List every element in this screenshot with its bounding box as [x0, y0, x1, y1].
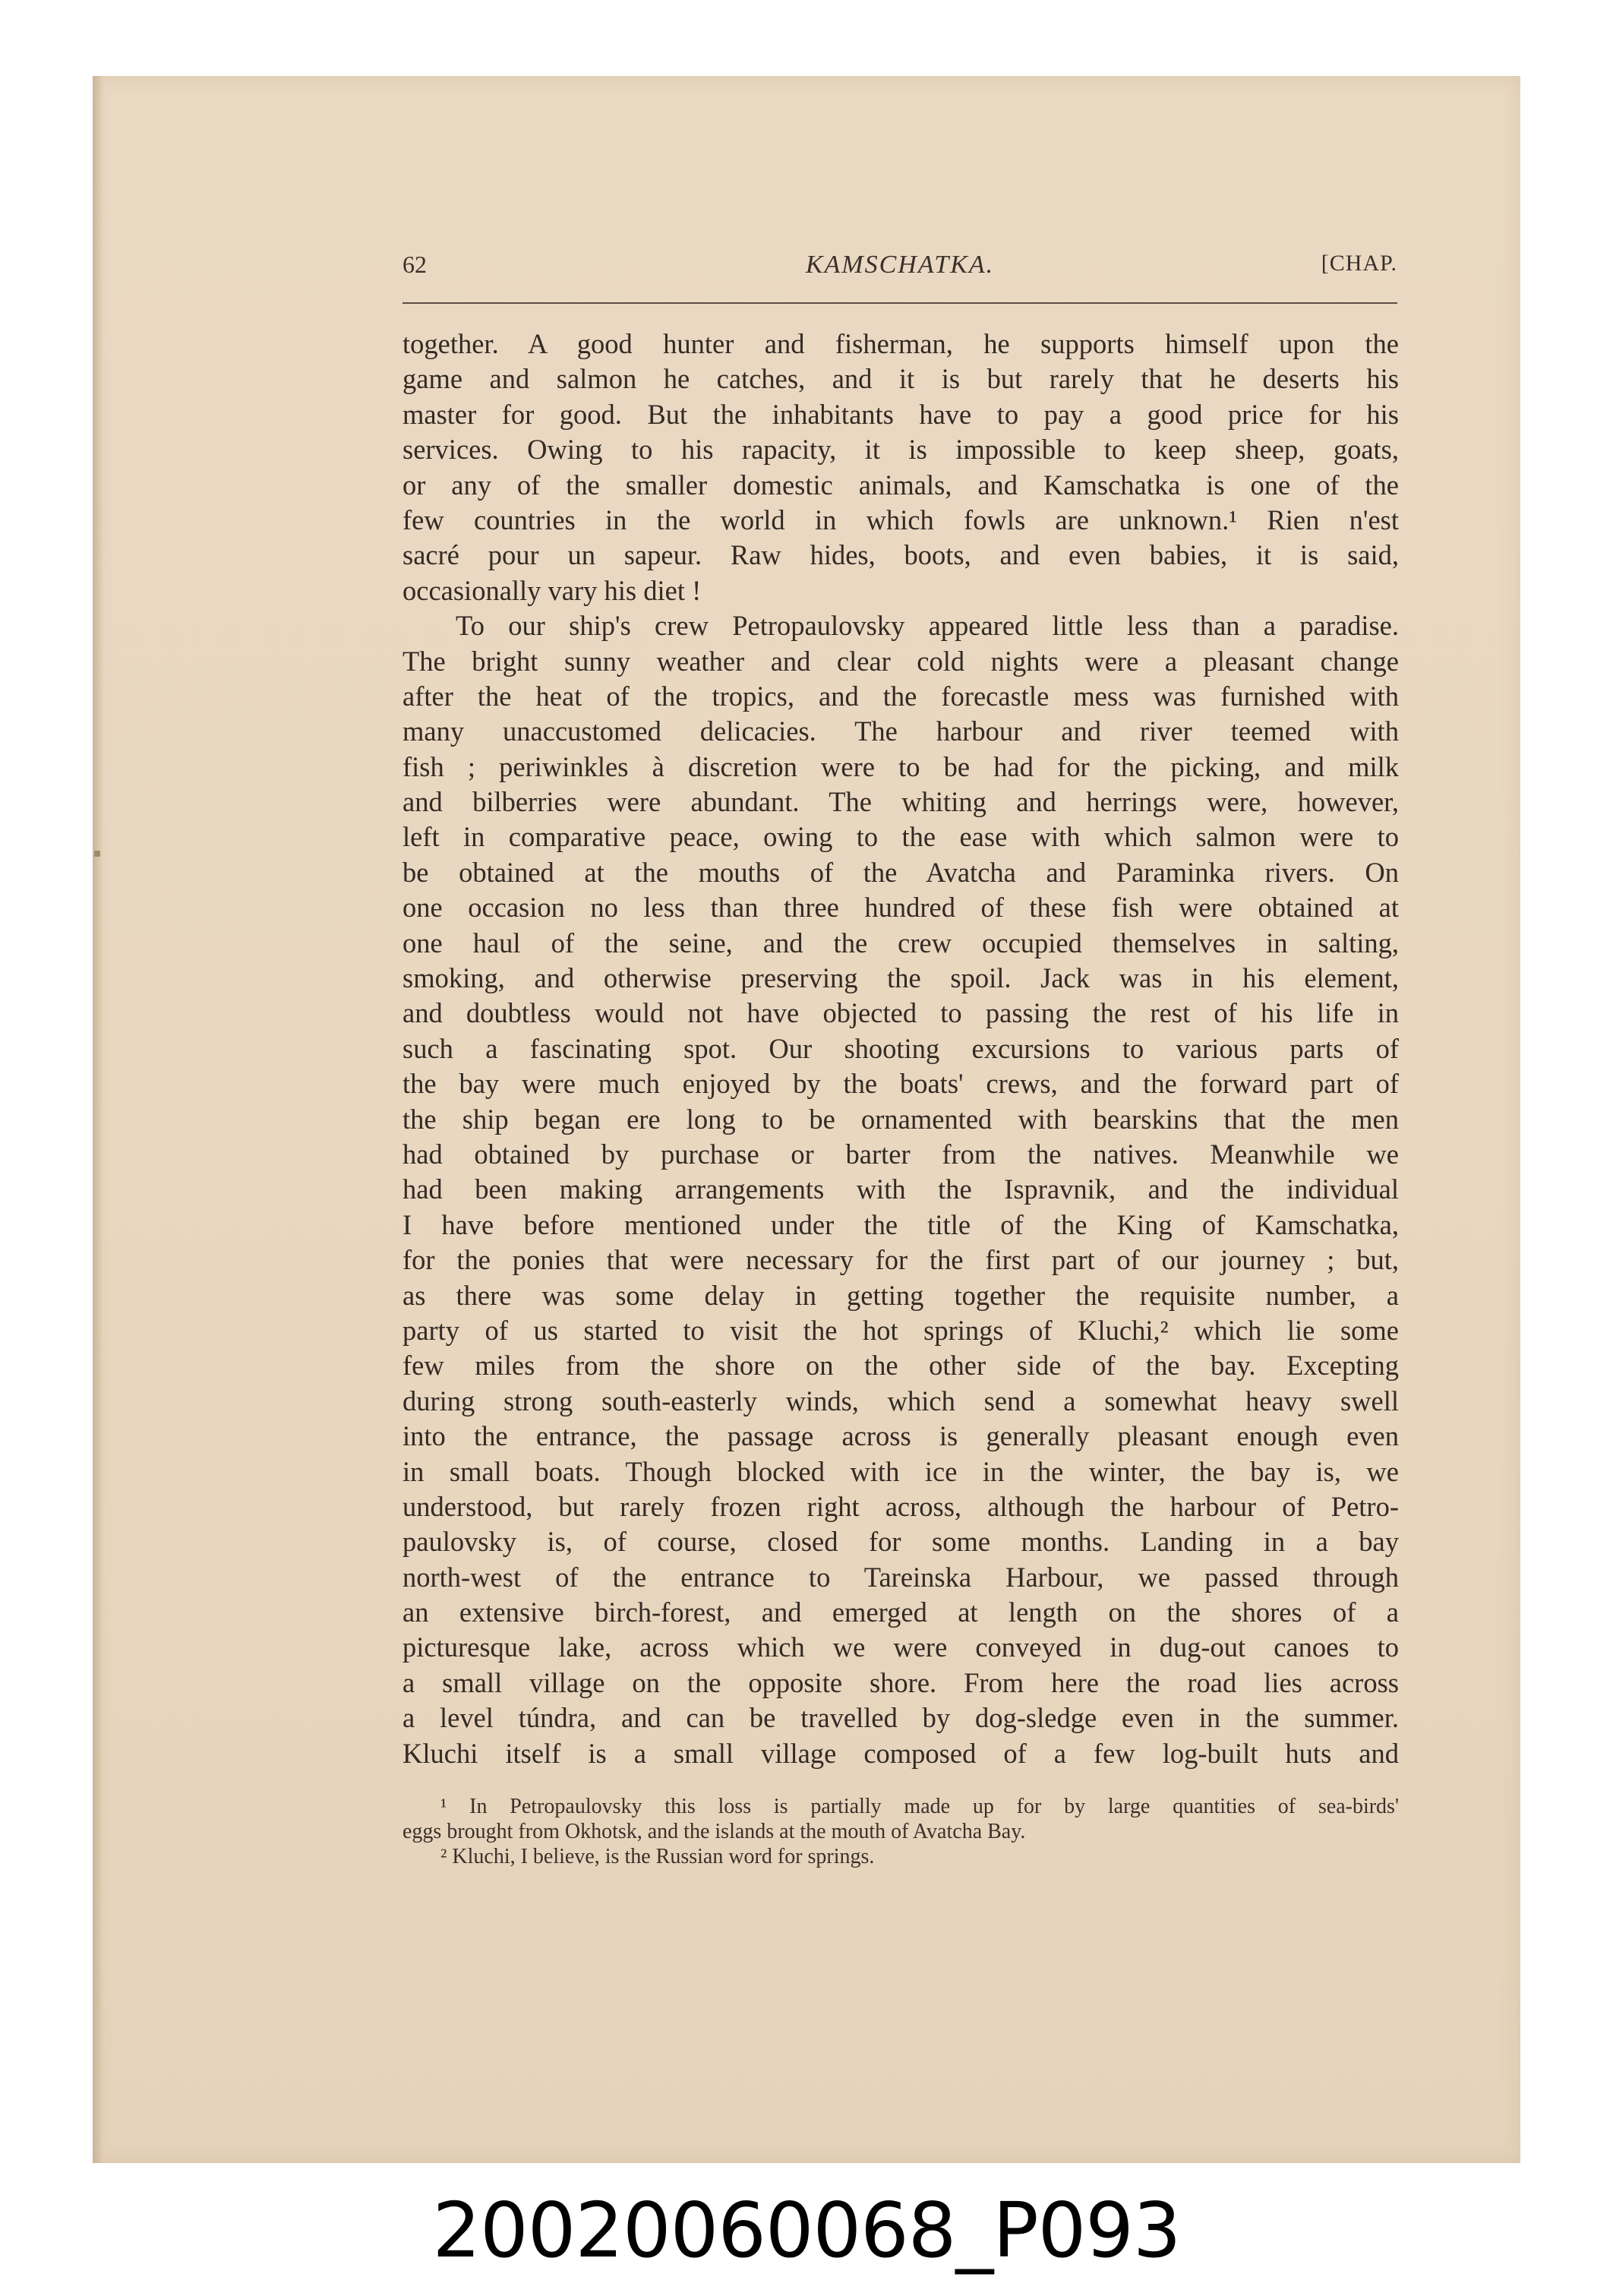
footnotes — [402, 1794, 1399, 1869]
footnote-line: ² Kluchi, I believe, is the Russian word for springs. — [440, 1845, 875, 1868]
body-line: I have before mentioned under the title of the King of Kamschatka, — [402, 1208, 1399, 1240]
body-line: fish ; periwinkles à discretion were to be had for the picking, and milk — [402, 750, 1399, 782]
body-line: had been making arrangements with the Ispravnik, and the individual — [402, 1173, 1399, 1205]
body-line: as there was some delay in getting together the requisite number, a — [402, 1279, 1399, 1311]
paper-blemish — [94, 851, 100, 857]
body-line: master for good. But the inhabitants have to pay a good price for his — [402, 398, 1399, 430]
body-line: few miles from the shore on the other side of the bay. Excepting — [402, 1350, 1399, 1382]
body-line: an extensive birch-forest, and emerged at length on the shores of a — [402, 1596, 1399, 1628]
body-line: had obtained by purchase or barter from the natives. Meanwhile we — [402, 1138, 1399, 1170]
footnote-line: ¹ In Petropaulovsky this loss is partially made up for by large quantities of sea-birds' — [440, 1795, 1399, 1818]
body-text — [402, 327, 1399, 1771]
body-line: the ship began ere long to be ornamented with bearskins that the men — [402, 1103, 1399, 1135]
body-line: picturesque lake, across which we were conveyed in dug-out canoes to — [402, 1631, 1399, 1663]
running-title: KAMSCHATKA. — [805, 251, 995, 279]
body-line: Kluchi itself is a small village composed of a few log-built huts and — [402, 1737, 1399, 1769]
body-line: The bright sunny weather and clear cold nights were a pleasant change — [402, 645, 1399, 677]
page-number: 62 — [402, 251, 427, 278]
body-line: occasionally vary his diet ! — [402, 574, 702, 606]
body-line: many unaccustomed delicacies. The harbour and river teemed with — [402, 715, 1399, 747]
body-line: one haul of the seine, and the crew occupied themselves in salting, — [402, 927, 1399, 959]
body-line: during strong south-easterly winds, which send a somewhat heavy swell — [402, 1385, 1399, 1416]
body-line: a small village on the opposite shore. From here the road lies across — [402, 1666, 1399, 1698]
body-line: left in comparative peace, owing to the ease with which salmon were to — [402, 821, 1399, 853]
body-line: few countries in the world in which fowls are unknown.¹ Rien n'est — [402, 504, 1399, 535]
header-rule — [402, 302, 1397, 304]
body-line: north-west of the entrance to Tareinska Harbour, we passed through — [402, 1561, 1399, 1593]
footnote-line: eggs brought from Okhotsk, and the islands at the mouth of Avatcha Bay. — [402, 1820, 1026, 1843]
body-line: smoking, and otherwise preserving the spoil. Jack was in his element, — [402, 962, 1399, 994]
body-line: game and salmon he catches, and it is but rarely that he deserts his — [402, 363, 1399, 395]
body-line: be obtained at the mouths of the Avatcha and Paraminka rivers. On — [402, 856, 1399, 888]
body-line: into the entrance, the passage across is generally pleasant enough even — [402, 1420, 1399, 1452]
body-line: the bay were much enjoyed by the boats' crews, and the forward part of — [402, 1068, 1399, 1100]
body-line: such a fascinating spot. Our shooting excursions to various parts of — [402, 1032, 1399, 1064]
body-line: understood, but rarely frozen right across, although the harbour of Petro- — [402, 1490, 1399, 1522]
running-header — [402, 251, 1397, 289]
body-line: paulovsky is, of course, closed for some months. Landing in a bay — [402, 1526, 1399, 1558]
body-line: services. Owing to his rapacity, it is impossible to keep sheep, goats, — [402, 434, 1399, 466]
chapter-mark: [CHAP. — [1321, 251, 1397, 276]
body-line: after the heat of the tropics, and the forecastle mess was furnished with — [402, 680, 1399, 712]
body-line: To our ship's crew Petropaulovsky appeared little less than a paradise. — [456, 610, 1399, 642]
body-line: and bilberries were abundant. The whiting and herrings were, however, — [402, 786, 1399, 818]
body-line: one occasion no less than three hundred of these fish were obtained at — [402, 892, 1399, 924]
image-id-caption: 20020060068_P093 — [432, 2186, 1181, 2275]
body-line: sacré pour un sapeur. Raw hides, boots, and even babies, it is said, — [402, 539, 1399, 571]
body-line: party of us started to visit the hot springs of Kluchi,² which lie some — [402, 1314, 1399, 1346]
body-line: in small boats. Though blocked with ice in the winter, the bay is, we — [402, 1455, 1399, 1487]
body-line: together. A good hunter and fisherman, he supports himself upon the — [402, 328, 1399, 359]
body-line: or any of the smaller domestic animals, and Kamschatka is one of the — [402, 469, 1399, 501]
body-line: for the ponies that were necessary for the first part of our journey ; but, — [402, 1244, 1399, 1276]
body-line: and doubtless would not have objected to passing the rest of his life in — [402, 997, 1399, 1029]
page-edge-shadow — [93, 76, 103, 2163]
body-line: a level túndra, and can be travelled by dog-sledge even in the summer. — [402, 1702, 1399, 1734]
